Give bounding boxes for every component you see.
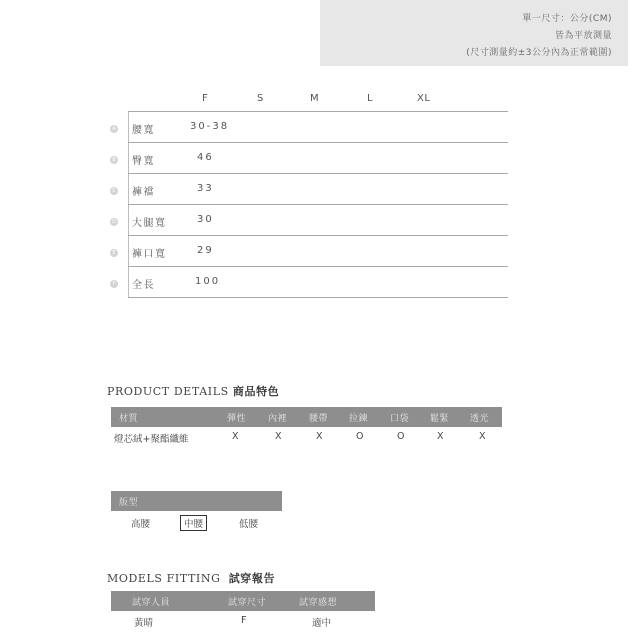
- details-lining-value: X: [275, 431, 282, 442]
- fit-option-low: 低腰: [239, 519, 259, 530]
- details-belt-value: X: [316, 431, 323, 442]
- fitting-feedback-value: 適中: [312, 618, 332, 629]
- unit-note-line-2: 皆為平放測量: [554, 31, 612, 41]
- row-marker-b-icon: B: [110, 156, 118, 164]
- row-marker-e-icon: E: [110, 249, 118, 257]
- unit-note-box: [320, 0, 628, 66]
- size-table-rule: [128, 142, 508, 143]
- details-elasticity-value: X: [232, 431, 239, 442]
- row-marker-a-icon: A: [110, 125, 118, 133]
- fitting-person-value: 黃晴: [134, 618, 154, 629]
- fit-header-bar: [111, 491, 282, 511]
- fit-header: 版型: [119, 498, 139, 508]
- size-row-value: 29: [197, 245, 214, 256]
- product-details-title-en: PRODUCT DETAILS: [107, 385, 229, 398]
- fit-option-mid-selected: 中腰: [180, 515, 207, 531]
- details-elastic-value: X: [437, 431, 444, 442]
- details-header-elasticity: 彈性: [227, 414, 247, 424]
- details-header-elastic: 鬆緊: [430, 414, 450, 424]
- size-row-label: 全長: [132, 280, 155, 291]
- row-marker-c-icon: C: [110, 187, 118, 195]
- details-zipper-value: O: [356, 431, 364, 442]
- size-col-s: S: [257, 93, 264, 104]
- size-row-label: 褲口寬: [132, 249, 167, 260]
- size-col-m: M: [310, 93, 320, 104]
- models-fitting-header-bar: [111, 591, 375, 611]
- row-marker-d-icon: D: [110, 218, 118, 226]
- unit-note-line-3: (尺寸測量約±3公分內為正常範圍): [466, 48, 612, 58]
- models-fitting-title-en: MODELS FITTING: [107, 572, 221, 585]
- size-row-value: 46: [197, 152, 214, 163]
- details-header-material: 材質: [119, 414, 139, 424]
- details-header-pocket: 口袋: [390, 414, 410, 424]
- size-row-label: 大腿寬: [132, 218, 167, 229]
- models-fitting-title-cn: 試穿報告: [228, 572, 276, 585]
- product-details-title-cn: 商品特色: [232, 385, 280, 398]
- fit-option-high: 高腰: [131, 519, 151, 530]
- size-table-rule: [128, 297, 508, 298]
- unit-note-line-1: 單一尺寸：公分(CM): [522, 14, 612, 24]
- size-table-rule: [128, 266, 508, 267]
- fitting-size-value: F: [241, 615, 247, 626]
- row-marker-f-icon: F: [110, 280, 118, 288]
- size-table-rule: [128, 111, 508, 112]
- size-table-rule: [128, 235, 508, 236]
- size-col-f: F: [202, 93, 209, 104]
- product-details-title: [107, 383, 279, 399]
- size-table-rule: [128, 204, 508, 205]
- details-header-zipper: 拉鍊: [349, 414, 369, 424]
- details-header-lining: 內裡: [268, 414, 288, 424]
- size-row-value: 100: [195, 276, 221, 287]
- fitting-header-size: 試穿尺寸: [228, 598, 267, 608]
- models-fitting-title: [107, 570, 275, 586]
- details-material-value: 燈芯絨+聚酯纖維: [114, 434, 189, 445]
- fitting-header-person: 試穿人員: [132, 598, 171, 608]
- size-row-value: 30: [197, 214, 214, 225]
- size-col-xl: XL: [417, 93, 431, 104]
- details-pocket-value: O: [397, 431, 405, 442]
- size-col-l: L: [367, 93, 374, 104]
- details-header-belt: 腰帶: [309, 414, 329, 424]
- size-row-value: 33: [197, 183, 214, 194]
- size-table-rule: [128, 173, 508, 174]
- details-sheer-value: X: [479, 431, 486, 442]
- size-row-value: 30-38: [190, 121, 230, 132]
- size-row-label: 臀寬: [132, 156, 155, 167]
- size-row-label: 腰寬: [132, 125, 155, 136]
- details-header-sheer: 透光: [470, 414, 490, 424]
- product-details-header-bar: [111, 407, 502, 427]
- size-row-label: 褲襠: [132, 187, 155, 198]
- fitting-header-feedback: 試穿感想: [299, 598, 338, 608]
